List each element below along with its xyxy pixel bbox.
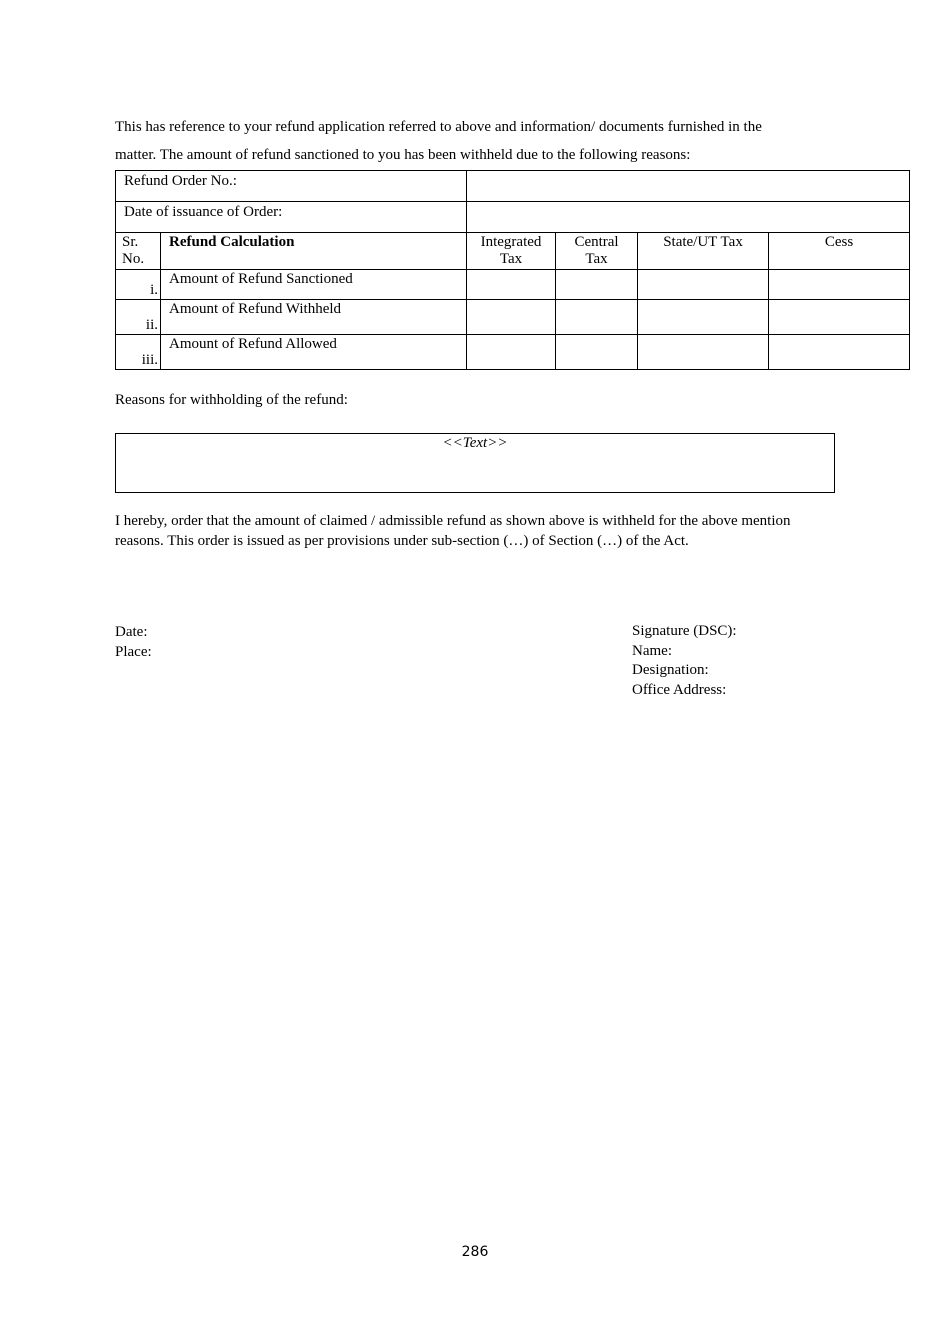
row-integrated-tax-cell[interactable] [467, 270, 556, 300]
header-state-ut-tax: State/UT Tax [638, 233, 769, 270]
row-integrated-tax-cell[interactable] [467, 300, 556, 335]
row-sr-no: i. [116, 270, 161, 300]
page-number: 286 [461, 1244, 489, 1260]
row-central-tax-cell[interactable] [556, 335, 638, 370]
table-row [116, 335, 910, 370]
row-label: Amount of Refund Sanctioned [161, 270, 467, 300]
header-central-tax: Central Tax [556, 233, 638, 270]
row-central-tax-cell[interactable] [556, 300, 638, 335]
row-state-ut-tax-cell[interactable] [638, 335, 769, 370]
header-sr-no: Sr. No. [116, 233, 161, 270]
name-label: Name: [632, 642, 672, 659]
row-state-ut-tax-cell[interactable] [638, 300, 769, 335]
date-issuance-row [116, 202, 910, 233]
row-central-tax-cell[interactable] [556, 270, 638, 300]
date-label: Date: [115, 624, 148, 640]
header-cess: Cess [769, 233, 910, 270]
row-label: Amount of Refund Withheld [161, 300, 467, 335]
header-refund-calculation: Refund Calculation [161, 233, 467, 270]
row-label: Amount of Refund Allowed [161, 335, 467, 370]
table-row [116, 300, 910, 335]
refund-order-row [116, 171, 910, 202]
header-integrated-tax: Integrated Tax [467, 233, 556, 270]
row-state-ut-tax-cell[interactable] [638, 270, 769, 300]
intro-line-2: matter. The amount of refund sanctioned to you has been withheld due to the following reasons: [115, 147, 691, 163]
intro-paragraph [115, 113, 915, 169]
date-issuance-value[interactable] [467, 202, 910, 233]
reasons-text-box[interactable] [115, 433, 835, 493]
reasons-placeholder: <<Text>> [442, 435, 508, 451]
table-header-row [116, 233, 910, 270]
signature-label: Signature (DSC): [632, 623, 737, 639]
row-cess-cell[interactable] [769, 300, 910, 335]
order-line-2: reasons. This order is issued as per provisions under sub-section (…) of Section (…) of the Act. [115, 532, 689, 549]
row-cess-cell[interactable] [769, 270, 910, 300]
date-place-block [115, 622, 152, 662]
designation-label: Designation: [632, 662, 709, 679]
order-paragraph [115, 512, 875, 551]
refund-order-value[interactable] [467, 171, 910, 202]
intro-line-1: This has reference to your refund application referred to above and information/ documents furnished in the [115, 119, 762, 135]
row-cess-cell[interactable] [769, 335, 910, 370]
office-address-label: Office Address: [632, 681, 727, 698]
row-sr-no: iii. [116, 335, 161, 370]
reasons-label: Reasons for withholding of the refund: [115, 392, 348, 408]
signature-block [632, 622, 737, 700]
row-sr-no: ii. [116, 300, 161, 335]
place-label: Place: [115, 644, 152, 660]
refund-order-label: Refund Order No.: [116, 171, 467, 202]
row-integrated-tax-cell[interactable] [467, 335, 556, 370]
date-issuance-label: Date of issuance of Order: [116, 202, 467, 233]
refund-calculation-table [115, 170, 910, 370]
table-row [116, 270, 910, 300]
order-line-1: I hereby, order that the amount of claimed / admissible refund as shown above is withheld for the above mention [115, 513, 791, 529]
